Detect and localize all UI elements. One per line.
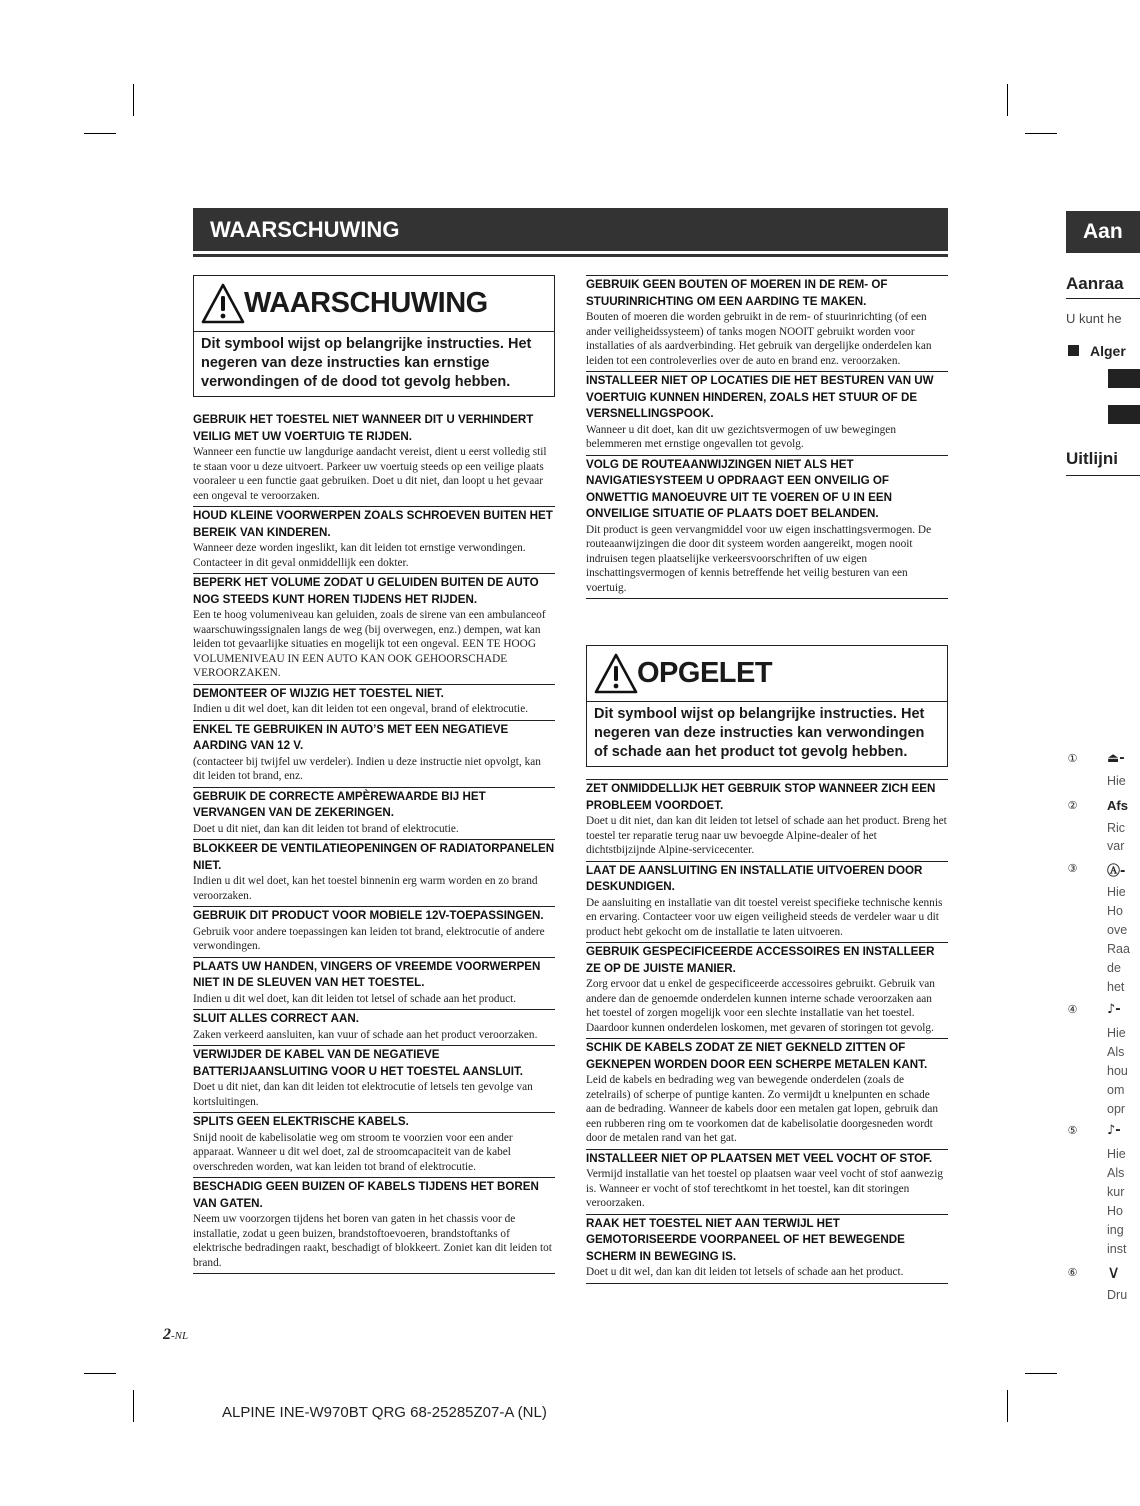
crop-mark	[1007, 1390, 1008, 1422]
list-item	[193, 1046, 555, 1113]
next-page-text: U kunt he	[1066, 311, 1122, 326]
item-text: Doet u dit niet, dan kan dit leiden tot letsel of schade aan het product. Breng het toestel ter reparatie terug naar uw bevoegde Alpine-dealer of het dichtstbijzijnde Alpine-servicecenter.	[586, 815, 947, 856]
item-text: Dit product is geen vervangmiddel voor uw eigen inschattingsvermogen. De routeaanwijzingen die door dit systeem worden aangereikt, mogen nooit indruisen tegen plaatselijke verkeersvoorschriften of uw eigen inschattingsvermogen of kennis betreffende het veilig besturen van een voertuig.	[586, 523, 932, 594]
list-item	[586, 372, 948, 456]
item-text: Wanneer u dit doet, kan dit uw gezichtsvermogen of uw bewegingen belemmeren met ernstige ongevallen tot gevolg.	[586, 423, 896, 450]
stub-text: Hie	[1107, 885, 1126, 899]
item-text: (contacteer bij twijfel uw verdeler). Indien u deze instructie niet opvolgt, kan dit leiden tot brand, enz.	[193, 755, 541, 782]
item-text: Een te hoog volumeniveau kan geluiden, zoals de sirene van een ambulanceof waarschuwingssignalen langs de weg (bij overwegen, enz.) dempen, wat kan leiden tot gevaarlijke situaties en mogelijk tot een ongeval. EEN TE HOOG VOLUMENIVEAU IN EEN AUTO KAN OOK GEHOORSCHADE VEROORZAKEN.	[193, 609, 546, 679]
stub-text: hou	[1107, 1064, 1128, 1078]
item-text: Snijd nooit de kabelisolatie weg om stroom te voorzien voor een ander apparaat. Wanneer u dit wel doet, zal de stroomcapaciteit van de kabel overschreden worden, wat kan leiden tot brand of elektrocutie.	[193, 1131, 513, 1173]
key-icon	[1108, 369, 1140, 388]
list-item	[586, 1215, 948, 1284]
stub-text: Ric	[1107, 821, 1126, 835]
list-item	[586, 1039, 948, 1150]
list-item	[586, 943, 948, 1039]
note-icon: ♪-	[1107, 1002, 1121, 1017]
warning-box-header	[194, 276, 554, 332]
item-title: BESCHADIG GEEN BUIZEN OF KABELS TIJDENS HET BOREN VAN GATEN.	[193, 1180, 539, 1210]
item-text: Leid de kabels en bedrading weg van bewegende onderdelen (zoals de zetelrails) of scherpe of puntige kanten. Zo vermijdt u knelpunten en schade aan de bedrading. Wanneer de kabels door een metalen gat lopen, gebruik dan een rubberen ring om te voorkomen dat de kabelisolatie doorgesneden wordt door de metalen rand van het gat.	[586, 1074, 939, 1144]
marker-2: ②	[1067, 800, 1078, 812]
warning-box	[193, 275, 555, 397]
caution-box-title: OPGELET	[637, 657, 773, 689]
crop-mark	[133, 1390, 134, 1422]
item-title: GEBRUIK GEEN BOUTEN OF MOEREN IN DE REM- OF STUURINRICHTING OM EEN AARDING TE MAKEN.	[586, 278, 888, 308]
item-title: DEMONTEER OF WIJZIG HET TOESTEL NIET.	[193, 686, 444, 700]
right-column-bottom	[586, 645, 948, 1284]
stub-text: de	[1107, 961, 1121, 975]
item-title: LAAT DE AANSLUITING EN INSTALLATIE UITVOEREN DOOR DESKUNDIGEN.	[586, 863, 923, 893]
glyph-label: Afs	[1107, 798, 1128, 813]
page-number-suffix: -NL	[171, 1330, 189, 1342]
next-page-heading: Aanraa	[1066, 274, 1124, 293]
item-text: Gebruik voor andere toepassingen kan leiden tot brand, elektrocutie of andere verwondingen.	[193, 925, 545, 952]
stub-text: Als	[1107, 1166, 1125, 1180]
stub-text: var	[1107, 839, 1125, 853]
item-text: Neem uw voorzorgen tijdens het boren van gaten in het chassis voor de installatie, zodat u geen buizen, brandstoftoevoeren, brandstoftanks of elektrische bedradingen raakt, beschadigt of blokkeert. Zoniet kan dit leiden tot brand.	[193, 1213, 552, 1269]
crop-mark	[1007, 84, 1008, 116]
stub-text: Hie	[1107, 1026, 1126, 1040]
list-item	[193, 788, 555, 841]
stub-text: om	[1107, 1083, 1125, 1097]
list-item	[193, 721, 555, 788]
right-column-top	[586, 275, 948, 599]
list-item	[193, 1113, 555, 1178]
list-item	[193, 958, 555, 1011]
item-title: ZET ONMIDDELLIJK HET GEBRUIK STOP WANNEER ZICH EEN PROBLEEM VOORDOET.	[586, 782, 936, 812]
chevron-down-icon: ∨	[1107, 1262, 1121, 1283]
item-title: RAAK HET TOESTEL NIET AAN TERWIJL HET GEMOTORISEERDE VOORPANEEL OF HET BEWEGENDE SCHERM IN BEWEGING IS.	[586, 1216, 905, 1263]
marker-6: ⑥	[1067, 1267, 1078, 1279]
item-title: BEPERK HET VOLUME ZODAT U GELUIDEN BUITEN DE AUTO NOG STEEDS KUNT HOREN TIJDENS HET RIJDEN.	[193, 576, 539, 606]
caution-triangle-icon	[593, 652, 639, 696]
item-text: Wanneer een functie uw langdurige aandacht vereist, dient u eerst volledig stil te staan voor u deze uitvoert. Parkeer uw voertuig steeds op een veilige plaats vooraleer u een functie gaat gebruiken. Doet u dit niet, dan loopt u het gevaar een ongeval te veroorzaken.	[193, 446, 547, 502]
stub-text: inst	[1107, 1242, 1127, 1256]
item-text: Bouten of moeren die worden gebruikt in de rem- of stuurinrichting (of een ander veiligheidssysteem) of tanks mogen NOOIT gebruikt worden voor installaties of als aardverbinding. Het gebruik van dergelijke onderdelen kan leiden tot een controleverlies over de auto en brand enz. veroorzaken.	[586, 311, 932, 367]
warning-triangle-icon	[200, 282, 246, 326]
item-text: Zaken verkeerd aansluiten, kan vuur of schade aan het product veroorzaken.	[193, 1028, 538, 1041]
next-page-bullet-heading: Alger	[1090, 343, 1126, 359]
caution-list	[586, 779, 948, 1284]
item-title: GEBRUIK DIT PRODUCT VOOR MOBIELE 12V-TOEPASSINGEN.	[193, 909, 544, 922]
list-item	[193, 685, 555, 721]
list-item	[193, 1010, 555, 1046]
list-item	[586, 780, 948, 862]
a-circle-icon: Ⓐ-	[1107, 864, 1126, 879]
item-text: Doet u dit niet, dan kan dit leiden tot brand of elektrocutie.	[193, 822, 459, 835]
marker-3: ③	[1067, 863, 1078, 875]
section-banner: WAARSCHUWING	[193, 208, 948, 251]
crop-mark	[84, 133, 116, 134]
stub-text: het	[1107, 980, 1125, 994]
banner-underline	[193, 254, 948, 257]
item-title: HOUD KLEINE VOORWERPEN ZOALS SCHROEVEN BUITEN HET BEREIK VAN KINDEREN.	[193, 509, 553, 539]
item-text: Doet u dit wel, dan kan dit leiden tot letsels of schade aan het product.	[586, 1266, 904, 1278]
stub-text: Hie	[1107, 1147, 1126, 1161]
crop-mark	[1025, 1373, 1057, 1374]
item-title: INSTALLEER NIET OP PLAATSEN MET VEEL VOCHT OF STOF.	[586, 1151, 933, 1165]
caution-box-text: Dit symbool wijst op belangrijke instructies. Het negeren van deze instructies kan verwondingen of schade aan het product tot gevolg hebben.	[594, 706, 925, 760]
stub-text: Dru	[1107, 1288, 1128, 1302]
marker-5: ⑤	[1067, 1125, 1078, 1137]
heading-rule	[1066, 298, 1140, 299]
item-text: Doet u dit niet, dan kan dit leiden tot elektrocutie of letsels ten gevolge van kortsluitingen.	[193, 1081, 533, 1108]
item-title: GEBRUIK GESPECIFICEERDE ACCESSOIRES EN INSTALLEER ZE OP DE JUISTE MANIER.	[586, 945, 935, 975]
stub-text: Als	[1107, 1045, 1125, 1059]
key-icon	[1108, 405, 1140, 424]
stub-text: Ho	[1107, 1204, 1123, 1218]
item-title: SLUIT ALLES CORRECT AAN.	[193, 1012, 359, 1025]
item-text: Zorg ervoor dat u enkel de gespecificeerde accessoires gebruikt. Gebruik van andere dan de genoemde onderdelen kunnen interne schade veroorzaken aan het toestel of zorgen mogelijk voor een slechte installatie van het toestel. Daardoor kunnen onderdelen loskomen, met gevaren of storingen tot gevolg.	[586, 978, 935, 1034]
stub-text: Raa	[1107, 942, 1130, 956]
bullet-square-icon	[1068, 345, 1079, 356]
item-text: Wanneer deze worden ingeslikt, kan dit leiden tot ernstige verwondingen. Contacteer in dit geval onmiddellijk een dokter.	[193, 542, 526, 569]
stub-text: Ho	[1107, 904, 1123, 918]
stub-text: opr	[1107, 1102, 1126, 1116]
eject-icon: ⏏-	[1107, 751, 1125, 766]
stub-text: ove	[1107, 923, 1128, 937]
item-text: Indien u dit wel doet, kan dit leiden tot letsel of schade aan het product.	[193, 992, 517, 1005]
note-icon: ♪-	[1107, 1123, 1121, 1138]
item-text: Indien u dit wel doet, kan het toestel binnenin erg warm worden en zo brand veroorzaken.	[193, 875, 538, 902]
caution-box-header	[587, 646, 947, 702]
stub-text: Hie	[1107, 774, 1126, 788]
heading-rule	[1066, 475, 1140, 476]
next-page-banner: Aan	[1066, 211, 1140, 253]
list-item	[193, 907, 555, 958]
warning-box-text: Dit symbool wijst op belangrijke instructies. Het negeren van deze instructies kan ernstige verwondingen of de dood tot gevolg hebben.	[201, 336, 532, 390]
item-title: SCHIK DE KABELS ZODAT ZE NIET GEKNELD ZITTEN OF GEKNEPEN WORDEN DOOR EEN SCHERPE METALEN KANT.	[586, 1041, 928, 1071]
item-title: GEBRUIK DE CORRECTE AMPÈREWAARDE BIJ HET VERVANGEN VAN DE ZEKERINGEN.	[193, 789, 486, 819]
next-page-heading: Uitlijni	[1066, 449, 1118, 468]
warning-box-title: WAARSCHUWING	[244, 287, 488, 319]
list-item	[586, 276, 948, 372]
item-title: SPLITS GEEN ELEKTRISCHE KABELS.	[193, 1115, 409, 1128]
page-number-value: 2	[163, 1326, 171, 1343]
list-item	[586, 456, 948, 600]
list-item	[586, 1150, 948, 1215]
item-title: GEBRUIK HET TOESTEL NIET WANNEER DIT U VERHINDERT VEILIG MET UW VOERTUIG TE RIJDEN.	[193, 413, 534, 443]
item-title: BLOKKEER DE VENTILATIEOPENINGEN OF RADIATORPANELEN NIET.	[193, 842, 555, 872]
item-title: VERWIJDER DE KABEL VAN DE NEGATIEVE BATTERIJAANSLUITING VOOR U HET TOESTEL AANSLUIT.	[193, 1048, 524, 1078]
document-footer: ALPINE INE-W970BT QRG 68-25285Z07-A (NL)	[222, 1404, 547, 1421]
list-item	[193, 840, 555, 907]
item-title: VOLG DE ROUTEAANWIJZINGEN NIET ALS HET NAVIGATIESYSTEEM U OPDRAAGT EEN ONVEILIG OF ONWETTIG MANOEUVRE UIT TE VOEREN OF U IN EEN ONVEILIGE SITUATIE OF PLAATS DOET BELANDEN.	[586, 457, 892, 520]
stub-text: kur	[1107, 1185, 1125, 1199]
item-text: De aansluiting en installatie van dit toestel vereist specifieke technische kennis en ervaring. Contacteer voor uw eigen veiligheid steeds de verdeler waar u dit product hebt gekocht om de installatie te laten uitvoeren.	[586, 896, 943, 938]
item-text: Indien u dit wel doet, kan dit leiden tot een ongeval, brand of elektrocutie.	[193, 703, 529, 715]
list-item	[193, 411, 555, 507]
list-item	[193, 507, 555, 574]
stub-text: ing	[1107, 1223, 1124, 1237]
marker-1: ①	[1067, 753, 1078, 765]
crop-mark	[84, 1373, 116, 1374]
list-item	[193, 574, 555, 685]
crop-mark	[1025, 133, 1057, 134]
item-title: ENKEL TE GEBRUIKEN IN AUTO’S MET EEN NEGATIEVE AARDING VAN 12 V.	[193, 722, 509, 752]
item-title: INSTALLEER NIET OP LOCATIES DIE HET BESTUREN VAN UW VOERTUIG KUNNEN HINDEREN, ZOALS HET STUUR OF DE VERSNELLINGSPOOK.	[586, 374, 934, 420]
crop-mark	[133, 84, 134, 116]
page-number	[163, 1326, 188, 1344]
list-item	[586, 862, 948, 944]
list-item	[193, 1178, 555, 1274]
marker-4: ④	[1067, 1004, 1078, 1016]
item-text: Vermijd installatie van het toestel op plaatsen waar veel vocht of stof aanwezig is. Wanneer er vocht of stof terechtkomt in het toestel, kan dit storingen veroorzaken.	[586, 1168, 943, 1209]
item-title: PLAATS UW HANDEN, VINGERS OF VREEMDE VOORWERPEN NIET IN DE SLEUVEN VAN HET TOESTEL.	[193, 959, 541, 989]
caution-box	[586, 645, 948, 767]
left-column	[193, 275, 555, 1274]
